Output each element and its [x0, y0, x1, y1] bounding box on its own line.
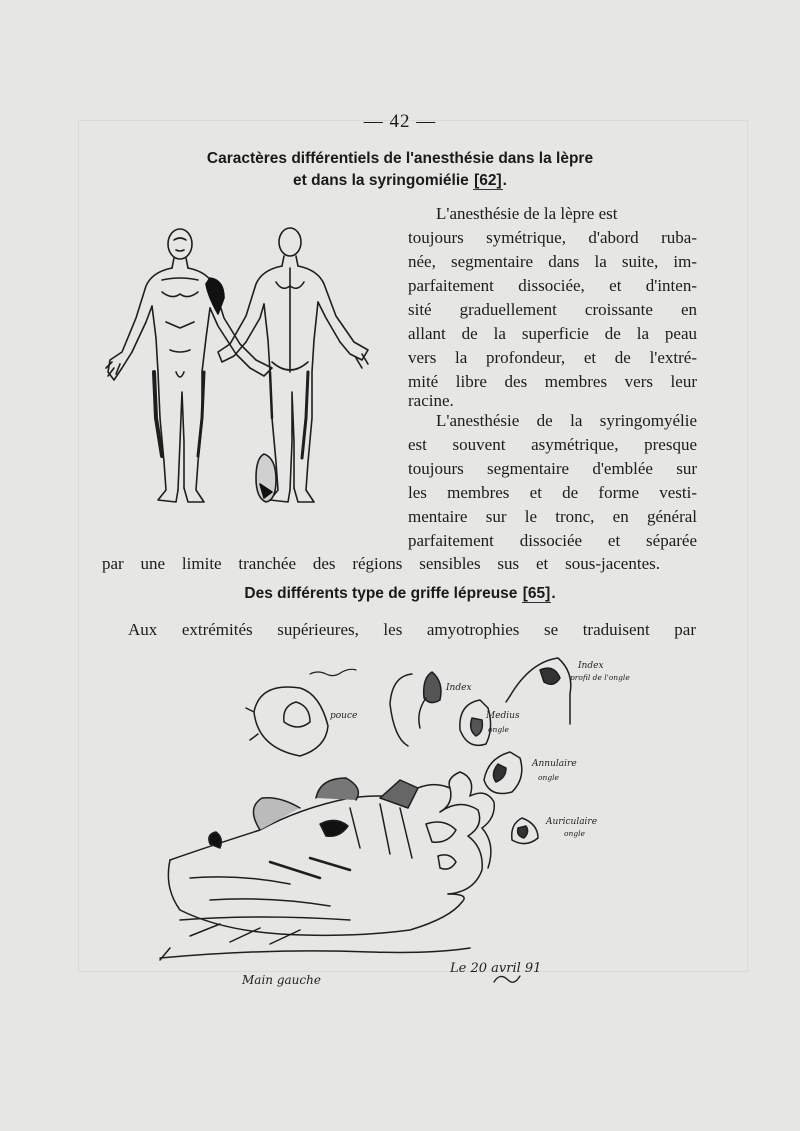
paragraph-1-line-8: mité libre des membres vers leur	[408, 372, 697, 391]
paragraph-1-line-9: racine.	[408, 391, 454, 410]
section-2-title-text: Des différents type de griffe lépreuse	[244, 585, 522, 602]
paragraph-2-line-6: parfaitement dissociée et séparée	[408, 531, 697, 550]
caption-main-gauche: Main gauche	[242, 973, 321, 987]
paragraph-1-line-3: née, segmentaire dans la suite, im-	[408, 252, 697, 271]
paragraph-1-line-1: L'anesthésie de la lèpre est	[436, 204, 618, 223]
paragraph-2-line-3: toujours segmentaire d'emblée sur	[408, 459, 697, 478]
label-medius-ongle: ongle	[488, 725, 509, 734]
paragraph-1-line-6: allant de la superficie de la peau	[408, 324, 697, 343]
section-title-text: et dans la syringomiélie	[293, 172, 474, 189]
label-medius: Medius	[486, 711, 520, 721]
leprous-claw-hand-sketch	[150, 648, 710, 998]
paragraph-2-line-7: par une limite tranchée des régions sensibles sus et sous-jacentes.	[102, 554, 660, 573]
label-index-profil-ongle: profil de l'ongle	[570, 673, 630, 682]
label-index-profil: Index	[578, 661, 604, 671]
thumb-sketch	[246, 687, 328, 756]
label-pouce: pouce	[330, 711, 358, 721]
page-number: — 42 —	[363, 111, 437, 132]
paragraph-1-line-4: parfaitement dissociée, et d'inten-	[408, 276, 697, 295]
paragraph-1-line-5: sité graduellement croissante en	[408, 300, 697, 319]
signature-date: Le 20 avril 91	[450, 961, 542, 976]
front-view-figure	[106, 229, 272, 502]
label-annulaire: Annulaire	[532, 759, 577, 769]
section-2-title-period: .	[551, 585, 556, 602]
annulaire-sketch	[484, 752, 522, 794]
paragraph-2-line-1: L'anesthésie de la syringomyélie	[436, 411, 697, 430]
section-title-period: .	[502, 172, 507, 189]
paragraph-2-line-2: est souvent asymétrique, presque	[408, 435, 697, 454]
section-2-title	[170, 585, 630, 603]
paragraph-2-line-4: les membres et de forme vesti-	[408, 483, 697, 502]
signature-flourish	[494, 976, 520, 982]
medius-sketch	[460, 700, 491, 745]
label-index: Index	[446, 683, 472, 693]
paragraph-2-line-5: mentaire sur le tronc, en général	[408, 507, 697, 526]
anesthesia-body-figure	[100, 222, 400, 512]
label-annulaire-ongle: ongle	[538, 773, 559, 782]
label-auriculaire: Auriculaire	[546, 817, 598, 827]
reference-62: [62]	[474, 172, 502, 189]
paragraph-1-line-2: toujours symétrique, d'abord ruba-	[408, 228, 697, 247]
paragraph-3-line-1: Aux extrémités supérieures, les amyotrophies se traduisent par	[128, 620, 696, 639]
reference-65: [65]	[522, 585, 551, 602]
back-view-figure	[218, 228, 368, 502]
paragraph-1-line-7: vers la profondeur, et de l'extré-	[408, 348, 697, 367]
section-title-line-1: Caractères différentiels de l'anesthésie dans la lèpre	[206, 150, 594, 167]
left-hand-drawing	[160, 772, 494, 960]
label-auriculaire-ongle: ongle	[564, 829, 585, 838]
auriculaire-sketch	[512, 818, 538, 844]
index-sketch	[390, 672, 441, 746]
section-title-line-2	[178, 172, 622, 190]
